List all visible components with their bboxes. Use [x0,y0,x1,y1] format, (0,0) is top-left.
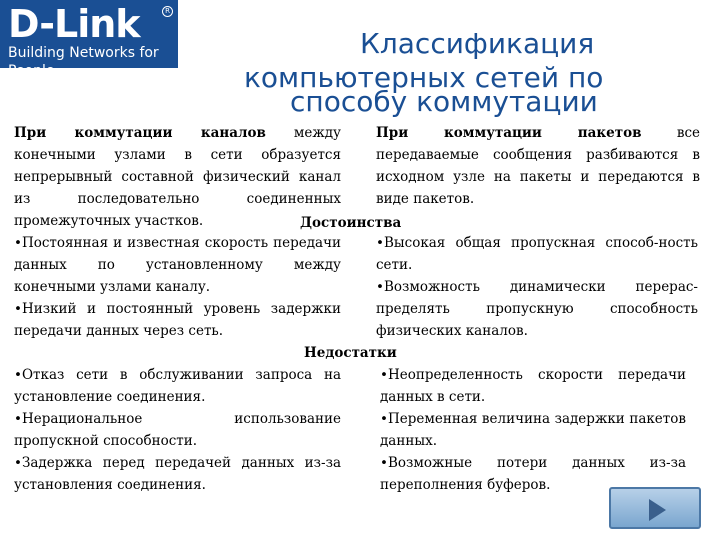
circuit-lead-bold: При коммутации каналов [14,125,266,141]
circuit-switching-definition [14,122,341,232]
next-slide-button[interactable] [609,487,701,529]
dlink-logo [0,0,178,79]
packet-lead-text: все передаваемые сообщения разбиваются в исходном узле на пакеты и передаются в виде пакетов. [376,125,700,207]
bullet-icon: • [380,367,388,383]
title-line-3: способу коммутации [290,85,598,118]
list-item: •Высокая общая пропускная способ-ность сети. [376,235,698,273]
bullet-icon: • [380,411,388,427]
list-item: •Возможность динамически перерас-пределять пропускную способность физических каналов. [376,279,698,339]
advantages-heading: Достоинства [300,215,402,231]
title-line-2: компьютерных сетей по [244,61,604,94]
title-line-1: Классификация [360,27,595,60]
list-item: •Возможные потери данных из-за переполнения буферов. [380,455,686,493]
packet-disadvantages [380,364,686,496]
list-item: •Отказ сети в обслуживании запроса на установление соединения. [14,367,341,405]
logo-tagline: Building Networks for People [8,45,159,79]
list-item: •Низкий и постоянный уровень задержки передачи данных через сеть. [14,301,341,339]
list-item: •Переменная величина задержки пакетов данных. [380,411,686,449]
bullet-icon: • [380,455,388,471]
bullet-icon: • [14,411,22,427]
bullet-icon: • [376,279,384,295]
disadvantages-heading: Недостатки [304,345,397,361]
circuit-lead-text: между конечными узлами в сети образуется непрерывный составной физический канал из последовательно соединенных промежуточных участков. [14,125,341,229]
list-item: •Постоянная и известная скорость передачи данных по установленному между конечными узлами каналу. [14,235,341,295]
play-next-icon [649,499,666,521]
bullet-icon: • [14,455,22,471]
registered-mark: R [162,6,173,17]
packet-lead-bold: При коммутации пакетов [376,125,642,141]
logo-wordmark: D-Link [8,2,140,46]
list-item: •Нерациональное использование пропускной способности. [14,411,341,449]
bullet-icon: • [14,235,22,251]
packet-switching-definition [376,122,700,210]
circuit-disadvantages [14,364,341,496]
list-item: •Неопределенность скорости передачи данных в сети. [380,367,686,405]
bullet-icon: • [14,367,22,383]
bullet-icon: • [14,301,22,317]
list-item: •Задержка перед передачей данных из-за установления соединения. [14,455,341,493]
packet-advantages [376,232,698,342]
circuit-advantages [14,232,341,342]
bullet-icon: • [376,235,384,251]
